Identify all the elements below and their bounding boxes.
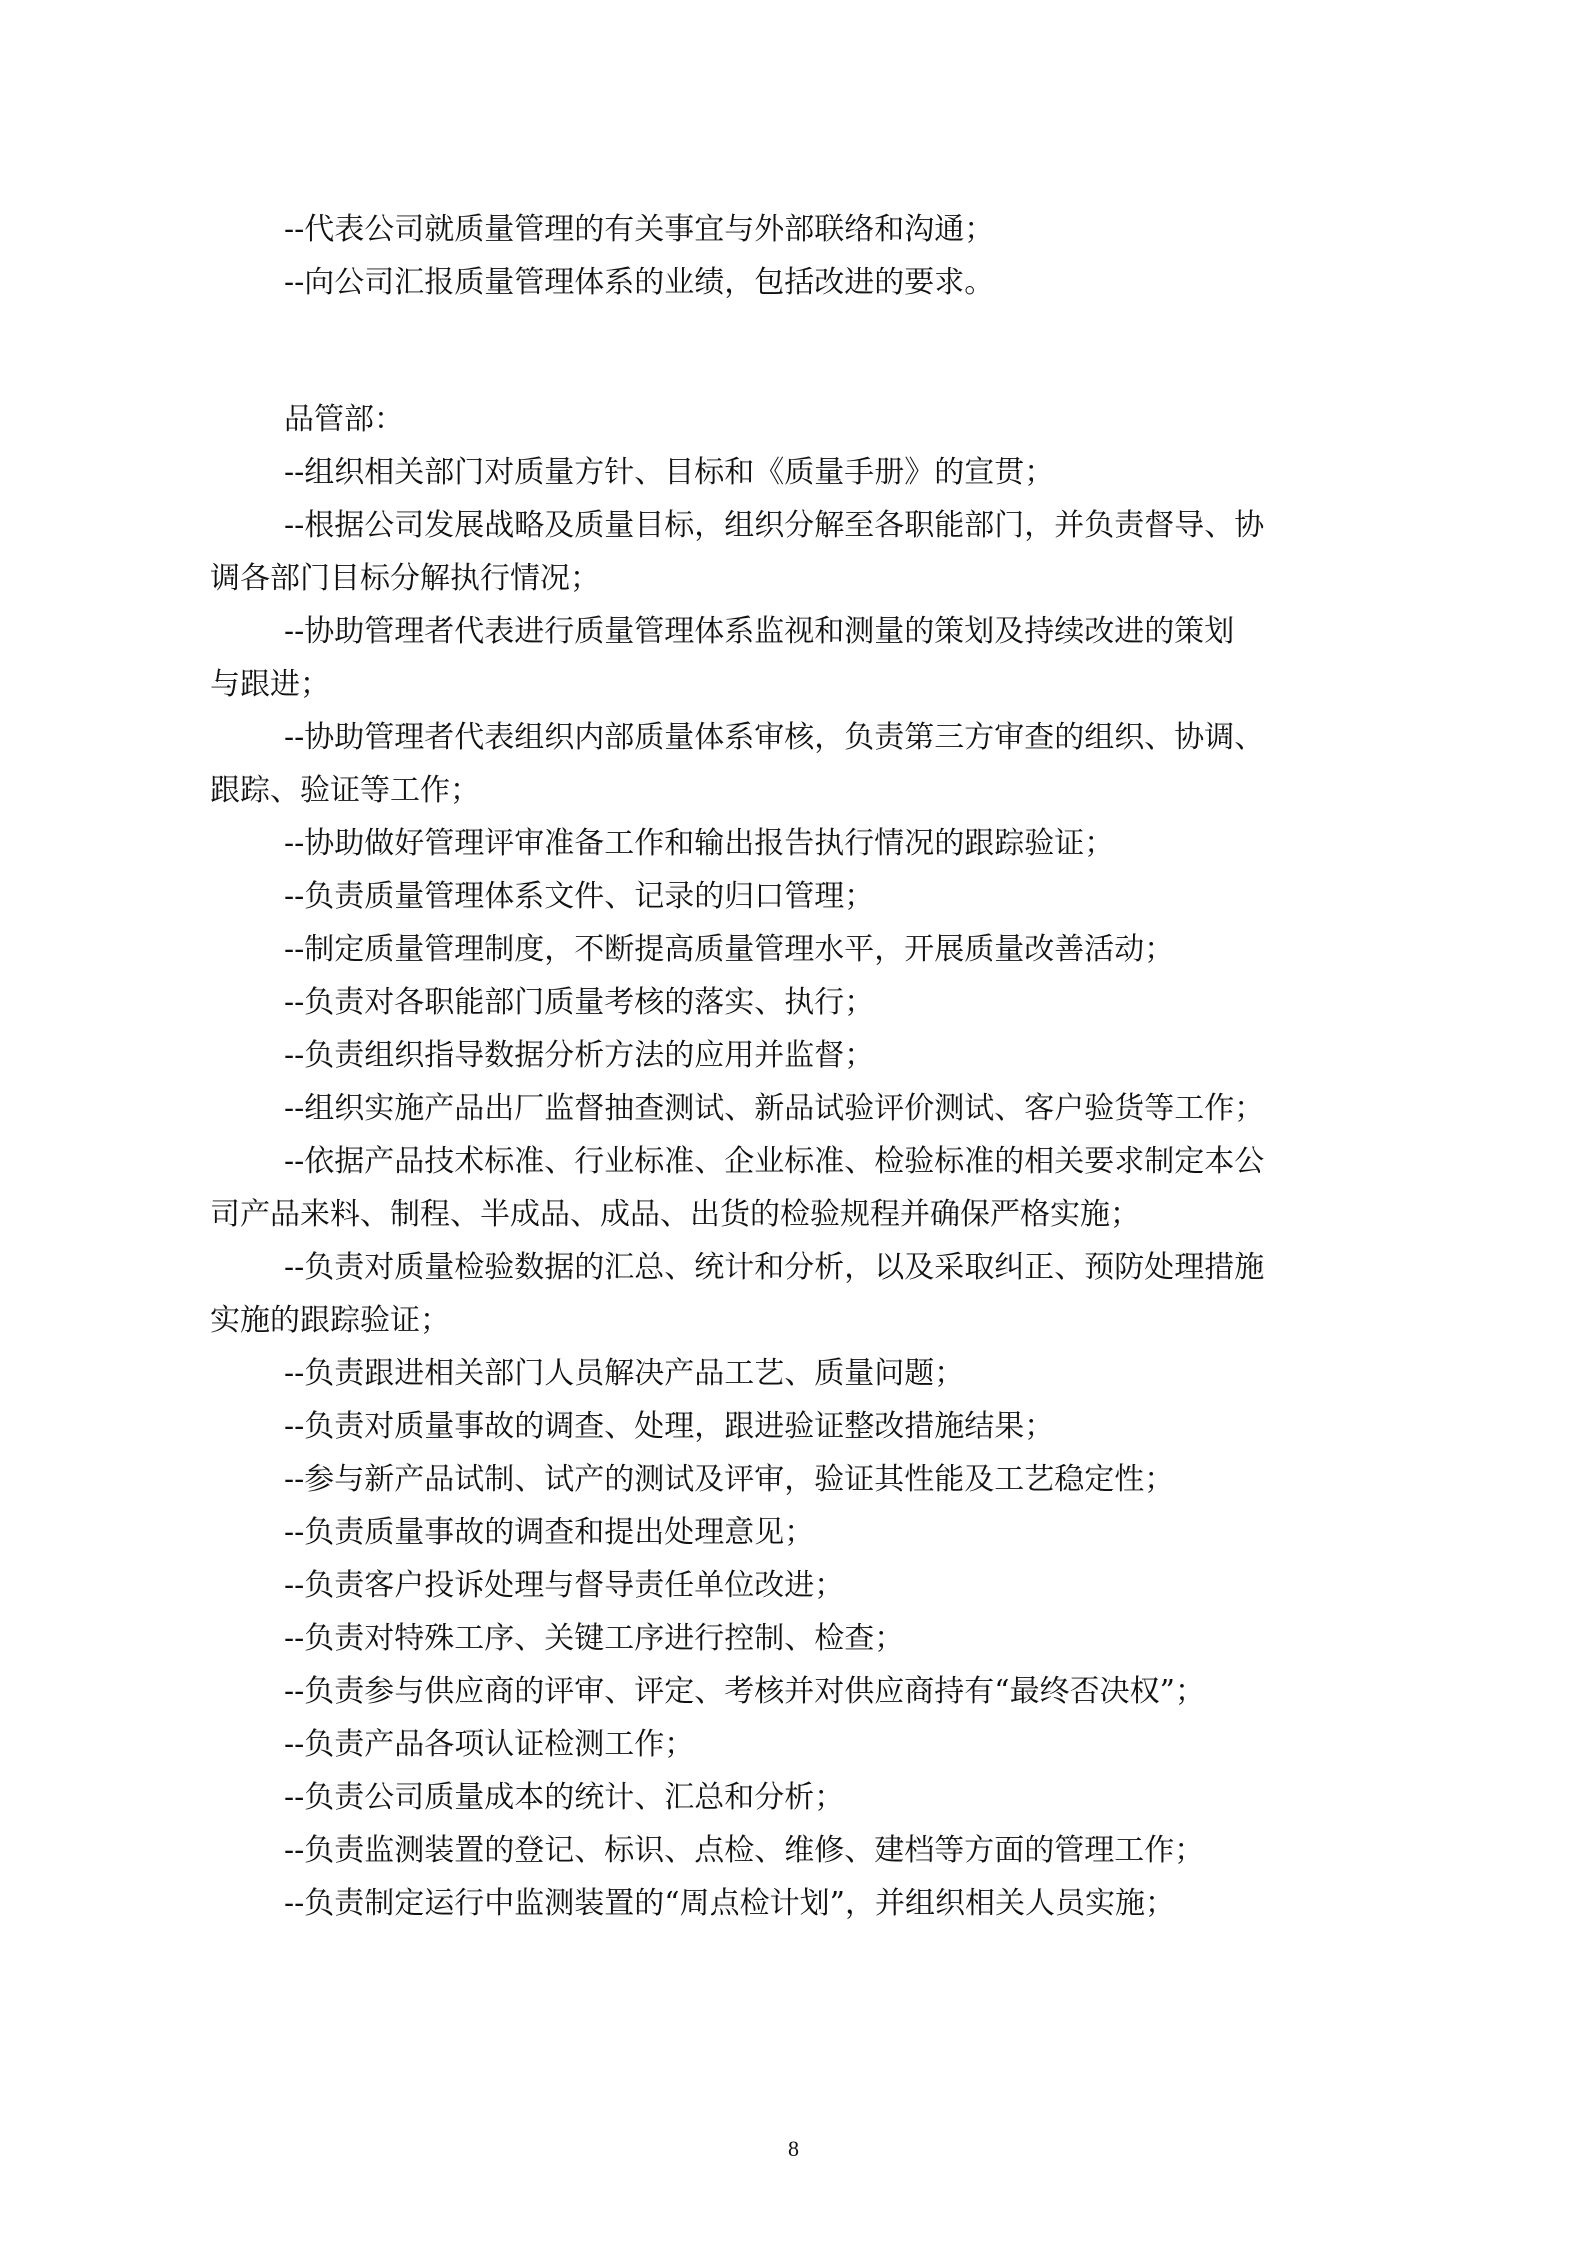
text-line: --负责客户投诉处理与督导责任单位改进； [284, 1568, 845, 1603]
text-line: --协助做好管理评审准备工作和输出报告执行情况的跟踪验证； [284, 826, 1115, 861]
text-line-continuation: 司产品来料、制程、半成品、成品、出货的检验规程并确保严格实施； [210, 1197, 1140, 1232]
text-line: --负责对质量事故的调查、处理，跟进验证整改措施结果； [284, 1409, 1055, 1444]
text-line-continuation: 实施的跟踪验证； [210, 1303, 450, 1338]
document-body [210, 203, 1440, 1930]
text-line: --组织实施产品出厂监督抽查测试、新品试验评价测试、客户验货等工作； [284, 1091, 1265, 1126]
text-line: --负责制定运行中监测装置的“周点检计划”，并组织相关人员实施； [284, 1886, 1175, 1921]
text-line: --根据公司发展战略及质量目标，组织分解至各职能部门，并负责督导、协 [284, 508, 1265, 543]
text-line: --组织相关部门对质量方针、目标和《质量手册》的宣贯； [284, 455, 1055, 490]
text-line: --负责跟进相关部门人员解决产品工艺、质量问题； [284, 1356, 965, 1391]
text-line: --负责组织指导数据分析方法的应用并监督； [284, 1038, 875, 1073]
text-line: --负责质量管理体系文件、记录的归口管理； [284, 879, 875, 914]
text-line: --负责参与供应商的评审、评定、考核并对供应商持有“最终否决权”； [284, 1674, 1205, 1709]
section-heading: 品管部： [284, 402, 404, 437]
text-line: --向公司汇报质量管理体系的业绩，包括改进的要求。 [284, 265, 995, 300]
text-line: --负责对各职能部门质量考核的落实、执行； [284, 985, 875, 1020]
text-line: --负责质量事故的调查和提出处理意见； [284, 1515, 815, 1550]
text-line: --负责监测装置的登记、标识、点检、维修、建档等方面的管理工作； [284, 1833, 1205, 1868]
blank-line [210, 309, 1440, 362]
text-line-continuation: 调各部门目标分解执行情况； [210, 561, 600, 596]
text-line: --依据产品技术标准、行业标准、企业标准、检验标准的相关要求制定本公 [284, 1144, 1265, 1179]
text-line: --协助管理者代表组织内部质量体系审核，负责第三方审查的组织、协调、 [284, 720, 1265, 755]
text-line: --协助管理者代表进行质量管理体系监视和测量的策划及持续改进的策划 [284, 614, 1235, 649]
text-line: --代表公司就质量管理的有关事宜与外部联络和沟通； [284, 212, 995, 247]
text-line-continuation: 跟踪、验证等工作； [210, 773, 480, 808]
text-line: --参与新产品试制、试产的测试及评审，验证其性能及工艺稳定性； [284, 1462, 1175, 1497]
text-line: --负责公司质量成本的统计、汇总和分析； [284, 1780, 845, 1815]
page-number: 8 [788, 2136, 799, 2161]
text-line: --负责对质量检验数据的汇总、统计和分析，以及采取纠正、预防处理措施 [284, 1250, 1265, 1285]
text-line: --制定质量管理制度，不断提高质量管理水平，开展质量改善活动； [284, 932, 1175, 967]
text-line-continuation: 与跟进； [210, 667, 330, 702]
text-line: --负责产品各项认证检测工作； [284, 1727, 695, 1762]
text-line: --负责对特殊工序、关键工序进行控制、检查； [284, 1621, 905, 1656]
